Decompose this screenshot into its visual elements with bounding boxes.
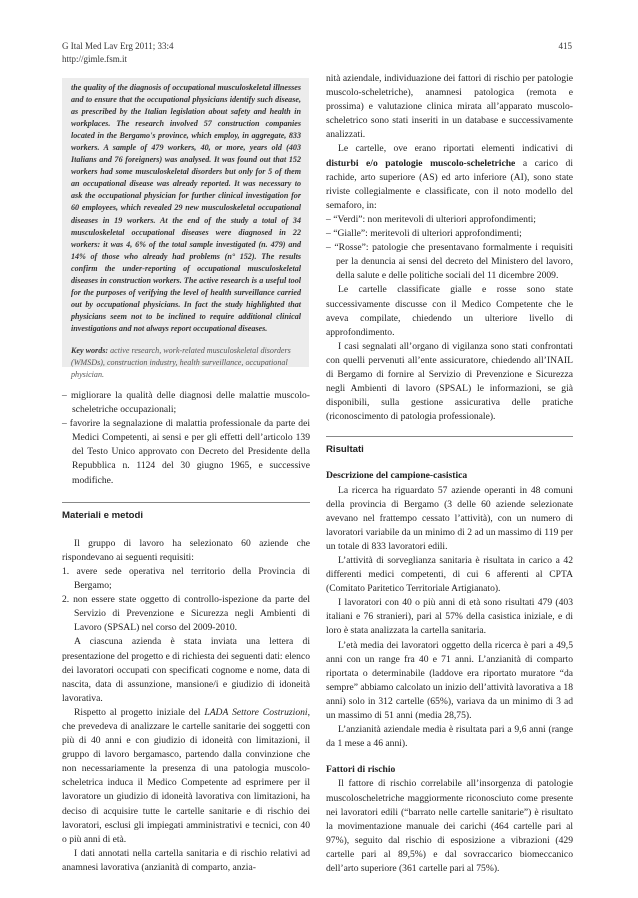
- page-number: 415: [558, 41, 572, 51]
- section-title-results: Risultati: [326, 444, 364, 456]
- paragraph: [326, 142, 573, 212]
- paragraph: I dati annotati nella cartella sanitaria e di rischio relativi ad anamnesi lavorativa (anzianità di comparto, anzia-: [62, 847, 310, 873]
- list-item: – “Rosse”: patologie che presentavano formalmente i requisiti per la denuncia ai sensi del decreto del Ministero del lavoro, della salute e delle politiche sociali del 11 dicembre 2009.: [326, 242, 573, 282]
- paragraph-text: Rispetto al progetto iniziale del: [74, 706, 205, 718]
- paragraph: Le cartelle classificate gialle e rosse sono state successivamente discusse con il Medico Competente che le aveva compilate, chiedendo un ulteriore livello di approfondimento.: [326, 284, 573, 338]
- numbered-item: 2. non essere state oggetto di controllo-ispezione da parte del Servizio di Prevenzione e Sicurezza negli Ambienti di Lavoro (SPSAL) nel corso del 2009-2010.: [62, 594, 310, 634]
- running-header: [62, 40, 173, 66]
- keywords-text: active research, work-related musculoskeletal disorders (WMSDs), construction industry, health surveillance, occupational physician.: [71, 345, 291, 380]
- keywords: [71, 345, 301, 381]
- journal-url: http://gimle.fsm.it: [62, 54, 127, 64]
- paragraph: [62, 706, 310, 847]
- paragraph: nità aziendale, individuazione dei fattori di rischio per patologie muscolo-scheletriche), anamnesi patologica (remota e prossima) e valutazione clinica mirata all’apparato muscolo-scheletrico sono stati inseriti in un database e successivamente analizzati.: [326, 73, 573, 141]
- section-title-methods: Materiali e metodi: [62, 509, 144, 521]
- list-item: – migliorare la qualità delle diagnosi delle malattie muscolo-scheletriche occupazionali;: [62, 390, 310, 416]
- section-divider: [62, 502, 310, 503]
- paragraph: I casi segnalati all’organo di vigilanza sono stati confrontati con quelli pervenuti all’ente assicuratore, chiedendo all’INAIL di Bergamo di fornire al Servizio di Prevenzione e Sicurezza negli Ambienti di lavoro (SPSAL) le informazioni, se già disponibili, sulla gestione assicurativa delle pratiche (riconoscimento di patologia professionale).: [326, 340, 573, 423]
- section-divider: [326, 436, 573, 437]
- paragraph-text: , che prevedeva di analizzare le cartelle sanitarie dei soggetti con più di 40 anni e con giudizio di idoneità con limitazioni, il gruppo di lavoro bergamasco, partendo dalla convinzione che non necessariamente la presenza di una patologia muscolo-scheletrica induca il Medico Competente ad esprimere per il lavoratore un giudizio di idoneità lavorativa con limitazioni, ha deciso di acquisire tutte le cartelle sanitarie e di rischio dei lavoratori, esclusi gli impiegati amministrativi e tecnici, con 40 o più anni di età.: [62, 706, 310, 845]
- paragraph: Il fattore di rischio correlabile all’insorgenza di patologie muscoloscheletriche maggiormente riconosciuto come presente nei lavoratori edili (“barrato nelle cartelle sanitarie”) è risultato la movimentazione manuale dei carichi (464 cartelle pari al 97%), seguito dal rischio di esposizione a vibrazioni (429 cartelle pari al 89,5%) e dal sovraccarico biomeccanico dell’arto superiore (361 cartelle pari al 75%).: [326, 778, 573, 874]
- abstract-box: [62, 78, 309, 380]
- numbered-item: 1. avere sede operativa nel territorio della Provincia di Bergamo;: [62, 565, 310, 592]
- paragraph-text: a carico di rachide, arto superiore (AS) ed arto inferiore (AI), sono state riviste collegialmente e classificate, con il noto modello del semaforo, in:: [326, 157, 573, 211]
- paragraph: L’attività di sorveglianza sanitaria è risultata in carico a 42 differenti medici competenti, di cui 6 afferenti al CPTA (Comitato Paritetico Territoriale Artigianato).: [326, 555, 573, 595]
- journal-citation: G Ital Med Lav Erg 2011; 33:4: [62, 41, 174, 51]
- list-item: – favorire la segnalazione di malattia professionale da parte dei Medici Competenti, ai sensi e per gli effetti dell’articolo 139 del Testo Unico approvato con Decreto del Presidente della Repubblica n. 1124 del 30 giugno 1965, e successive modifiche.: [62, 418, 310, 486]
- paragraph: A ciascuna azienda è stata inviata una lettera di presentazione del progetto e di richiesta dei seguenti dati: elenco dei lavoratori occupati con specificati cognome e nome, data di nascita, data di assunzione, mansione/i e giudizio di idoneità lavorativa.: [62, 636, 311, 704]
- paragraph: I lavoratori con 40 o più anni di età sono risultati 479 (403 italiani e 76 stranieri), pari al 57% della casistica iniziale, e di loro è stata analizzata la cartella sanitaria.: [326, 597, 573, 637]
- paragraph: Il gruppo di lavoro ha selezionato 60 aziende che rispondevano ai seguenti requisiti:: [62, 537, 310, 563]
- paragraph-text: Le cartelle, ove erano riportati elementi indicativi di: [338, 143, 573, 155]
- subsection-title: Fattori di rischio: [326, 764, 396, 776]
- right-column: [326, 72, 573, 876]
- paragraph: La ricerca ha riguardato 57 aziende operanti in 48 comuni della provincia di Bergamo (3 delle 60 aziende selezionate avevano nel frattempo cessato l’attività), con un numero di lavoratori variabile da un minimo di 2 ad un massimo di 119 per un totale di 833 lavoratori edili.: [326, 484, 573, 552]
- project-name: LADA Settore Costruzioni: [204, 706, 308, 718]
- abstract-text: the quality of the diagnosis of occupational musculoskeletal illnesses and to ensure that the occupational physicians identify such disease, as prescribed by the Italian legislation about safety and health in workplaces. The research involved 57 construction companies located in the Bergamo's province, which employ, in aggregate, 833 workers. A sample of 479 workers, 40, or more, years old (403 Italians and 76 foreigners) was analysed. It was found out that 152 workers had some musculoskeletal disorders but only for 5 of them an occupational disease was already reported. It was necessary to ask the occupational physician for further clinical investigation for 60 employees, which revealed 29 new musculoskeletal occupational diseases in 19 workers. At the end of the study a total of 34 musculoskeletal occupational diseases were diagnosed in 22 workers: it was 4, 6% of the total sample investigated (n. 479) and 14% of those who already had problems (n° 152). The results confirm the under-reporting of occupational musculoskeletal diseases in construction workers. The active research is a useful tool for the purposes of verifying the level of health surveillance carried out by occupational physicians. In fact the study highlighted that physicians seem not to be inclined to require additional clinical investigations and not always report occupational diseases.: [71, 83, 301, 333]
- paragraph: L’età media dei lavoratori oggetto della ricerca è pari a 49,5 anni con un range fra 40 e 71 anni. L’anzianità di comparto riportata o determinabile (laddove era riportato muratore “da sempre” abbiamo calcolato un inizio dell’attività lavorativa a 18 anni) solo in 312 cartelle (65%), variava da un minimo di 3 ad un massimo di 51 anni (media 28,75).: [326, 639, 573, 722]
- subsection-title: Descrizione del campione-casistica: [326, 470, 468, 482]
- list-item: – “Verdi”: non meritevoli di ulteriori approfondimenti;: [326, 213, 536, 225]
- emphasis: disturbi e/o patologie muscolo-scheletriche: [326, 157, 516, 169]
- list-item: – “Gialle”: meritevoli di ulteriori approfondimenti;: [326, 228, 522, 240]
- left-column: [62, 389, 310, 875]
- keywords-label: Key words:: [71, 345, 109, 355]
- paragraph: L’anzianità aziendale media è risultata pari a 9,6 anni (range da 1 mese a 46 anni).: [326, 724, 573, 750]
